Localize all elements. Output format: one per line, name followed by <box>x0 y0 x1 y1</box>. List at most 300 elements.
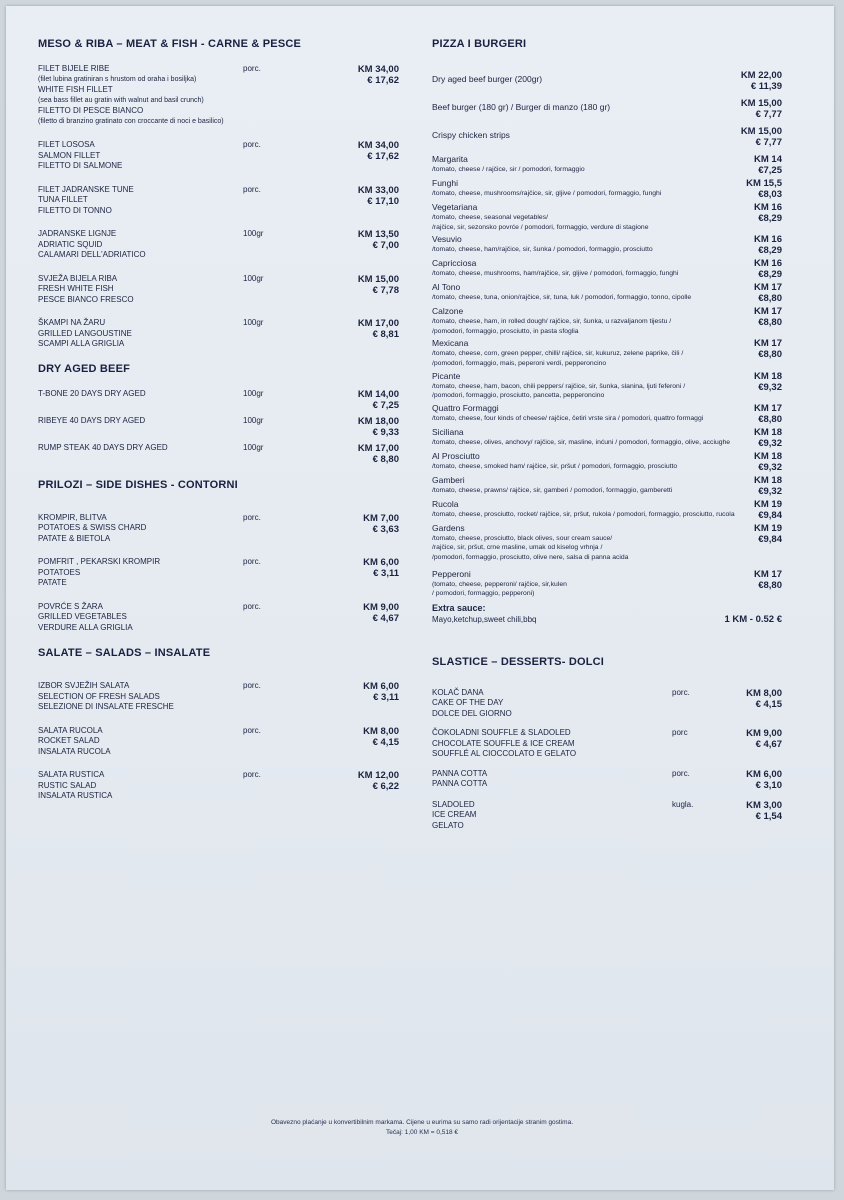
item-names <box>432 178 712 199</box>
burger-list <box>432 70 782 148</box>
pizza-item <box>432 338 782 368</box>
item-prices <box>712 98 782 120</box>
price-eur: €8,80 <box>758 317 782 329</box>
item-names <box>432 451 712 472</box>
item-unit: porc. <box>243 725 261 735</box>
item-prices <box>315 185 399 207</box>
pizza-ingredients: /tomato, cheese, tuna, onion/rajčice, sir, tuna, luk / pomodori, formaggio, tonno, cipolle <box>432 294 692 302</box>
item-unit: 100gr <box>243 273 264 283</box>
price-km: KM 9,00 <box>746 728 782 740</box>
pizza-item <box>432 154 782 176</box>
item-name-translation: CAKE OF THE DAY <box>432 698 504 708</box>
item-name: RIBEYE 40 DAYS DRY AGED <box>38 415 146 425</box>
menu-item <box>38 557 403 589</box>
pizza-ingredients: /pomodori, formaggio, mais, peperoni verdi, pepperoncino <box>432 359 607 367</box>
item-unit: 100gr <box>243 229 264 238</box>
price-eur: € 17,62 <box>367 75 399 86</box>
item-prices <box>712 451 782 473</box>
menu-item <box>432 800 782 832</box>
price-eur: € 9,33 <box>372 426 399 438</box>
item-names <box>432 728 672 760</box>
item-prices <box>315 557 399 579</box>
price-km: KM 17 <box>754 402 782 414</box>
item-names <box>432 282 712 303</box>
pizza-list <box>432 154 782 599</box>
item-names <box>38 681 243 713</box>
section-salads <box>38 647 403 802</box>
item-unit: porc. <box>672 687 690 697</box>
pizza-ingredients: /tomato, cheese, mushrooms/rajčice, sir, gljive / pomodori, formaggio, funghi <box>432 190 662 197</box>
price-km: KM 7,00 <box>363 512 399 524</box>
footer-line-payment: Obavezno plaćanje u konvertibilnim markama. Cijene u eurima su samo radi orijentacije stranim gostima. <box>270 1119 574 1126</box>
item-names <box>432 306 712 336</box>
price-eur: €9,32 <box>758 461 782 473</box>
section-dry-aged-beef <box>38 363 403 465</box>
item-prices <box>315 140 399 162</box>
price-eur: €9,84 <box>758 533 782 545</box>
pizza-ingredients: /pomodori, formaggio, prosciutto, in pasta sfoglia <box>432 327 579 335</box>
item-unit: 100gr <box>243 318 264 327</box>
price-km: KM 16 <box>754 258 782 270</box>
pizza-name: Margarita <box>432 154 468 164</box>
item-name: KROMPIR, BLITVA <box>38 512 107 522</box>
price-eur: €8,29 <box>758 213 782 224</box>
item-names <box>432 98 712 113</box>
footer-line-rate: Tečaj: 1,00 KM = 0,518 € <box>385 1129 459 1136</box>
menu-item <box>38 64 403 127</box>
item-prices <box>712 234 782 256</box>
item-unit: porc. <box>243 512 261 522</box>
item-name: Dry aged beef burger (200gr) <box>432 74 543 84</box>
price-eur: € 4,15 <box>755 698 782 710</box>
footer-note <box>0 1118 844 1138</box>
price-eur: € 4,67 <box>372 612 399 624</box>
section-title: SALATE – SALADS – INSALATE <box>38 647 211 659</box>
section-side-dishes <box>38 479 403 634</box>
pizza-ingredients: /tomato, cheese, corn, green pepper, chilli/ rajčice, sir, kukuruz, zelene paprike, čili / <box>432 350 684 358</box>
pizza-name: Vesuvio <box>432 234 462 245</box>
price-eur: € 7,77 <box>755 137 782 148</box>
item-name: SALATA RUCOLA <box>38 725 103 735</box>
price-km: KM 19 <box>754 498 782 510</box>
price-eur: € 7,00 <box>372 240 399 251</box>
pizza-item <box>432 499 782 521</box>
item-name: Crispy chicken strips <box>432 130 510 140</box>
price-km: KM 17 <box>754 282 782 294</box>
pizza-name: Mexicana <box>432 338 469 349</box>
menu-item <box>38 416 403 438</box>
item-prices <box>315 681 399 703</box>
item-prices <box>315 602 399 624</box>
pizza-name: Capricciosa <box>432 258 477 269</box>
price-km: KM 18,00 <box>357 415 399 427</box>
price-km: KM 18 <box>754 370 782 382</box>
pizza-item <box>432 403 782 425</box>
item-names <box>432 70 712 85</box>
item-name: JADRANSKE LIGNJE <box>38 229 117 238</box>
item-name-translation: INSALATA RUCOLA <box>38 746 111 756</box>
item-unit: porc. <box>243 557 261 566</box>
price-km: KM 12,00 <box>357 770 399 781</box>
item-names <box>38 64 243 127</box>
price-eur: €7,25 <box>758 165 782 176</box>
item-unit: porc <box>672 728 688 738</box>
price-km: KM 17 <box>754 306 782 318</box>
item-name-translation: SOUFFLÉ AL CIOCCOLATO E GELATO <box>432 749 577 759</box>
pizza-name: Al Tono <box>432 282 461 293</box>
item-name: Beef burger (180 gr) / Burger di manzo (180 gr) <box>432 102 611 112</box>
item-name: SVJEŽA BIJELA RIBA <box>38 273 118 283</box>
price-eur: €8,80 <box>758 413 782 425</box>
pizza-name: Vegetariana <box>432 202 478 212</box>
item-names <box>432 371 712 401</box>
price-km: KM 17,00 <box>357 442 399 454</box>
item-prices <box>315 513 399 535</box>
item-prices <box>315 64 399 86</box>
price-km: KM 16 <box>754 202 782 213</box>
item-prices <box>712 371 782 393</box>
price-eur: € 7,77 <box>755 109 782 120</box>
item-name-translation: WHITE FISH FILLET <box>38 85 113 94</box>
price-km: KM 15,00 <box>740 98 782 109</box>
price-eur: €8,80 <box>758 349 782 361</box>
price-km: KM 17 <box>754 338 782 350</box>
item-names <box>38 602 243 634</box>
price-eur: € 3,63 <box>372 523 399 535</box>
item-name-translation: GELATO <box>432 820 464 830</box>
item-prices <box>315 726 399 748</box>
menu-item <box>38 726 403 758</box>
item-unit: 100gr <box>243 415 264 425</box>
item-names <box>38 513 243 545</box>
pizza-ingredients: /tomato, cheese, olives, anchovy/ rajčice, sir, masline, inćuni / pomodori, formaggio, olive, acciughe <box>432 438 731 446</box>
item-names <box>432 258 712 279</box>
item-name-translation: TUNA FILLET <box>38 195 88 204</box>
item-names <box>432 426 731 448</box>
right-column <box>432 38 782 841</box>
item-name-translation: CALAMARI DELL'ADRIATICO <box>38 250 146 259</box>
item-prices <box>315 318 399 340</box>
item-name-translation: (filet lubina gratiniran s hrustom od oraha i bosiljka) <box>38 75 197 83</box>
pizza-ingredients: / pomodori, formaggio, pepperoni) <box>432 590 535 598</box>
item-name-translation: SALMON FILLET <box>38 150 101 160</box>
menu-item <box>432 688 782 720</box>
burger-item <box>432 70 782 92</box>
item-names <box>432 154 712 175</box>
item-name-translation: GRILLED VEGETABLES <box>38 612 127 621</box>
menu-item <box>38 389 403 411</box>
item-names <box>38 416 243 427</box>
price-eur: € 4,67 <box>755 739 782 751</box>
pizza-item <box>432 569 782 599</box>
price-eur: €8,80 <box>758 293 782 305</box>
item-name-translation: FILETTO DI TONNO <box>38 205 112 215</box>
menu-item <box>38 602 403 634</box>
pizza-item <box>432 427 782 449</box>
section-title: PIZZA I BURGERI <box>432 38 527 50</box>
price-km: KM 19 <box>754 522 782 534</box>
price-km: KM 3,00 <box>746 799 782 811</box>
pizza-ingredients: /tomato, cheese, prawns/ rajčice, sir, gamberi / pomodori, formaggio, gamberetti <box>432 486 673 494</box>
item-prices <box>315 229 399 251</box>
pizza-name: Gardens <box>432 522 465 533</box>
pizza-item <box>432 202 782 232</box>
item-name: SLADOLED <box>432 799 475 809</box>
item-name-translation: PANNA COTTA <box>432 779 488 789</box>
item-name-translation: DOLCE DEL GIORNO <box>432 708 512 718</box>
item-unit: kugla. <box>672 799 694 809</box>
item-names <box>432 498 735 520</box>
price-km: KM 33,00 <box>357 184 399 196</box>
price-km: KM 16 <box>754 234 782 246</box>
item-prices <box>712 475 782 497</box>
pizza-item <box>432 451 782 473</box>
item-names <box>432 569 712 599</box>
item-name-translation: PATATE <box>38 578 67 587</box>
item-name-translation: FILETTO DI PESCE BIANCO <box>38 106 144 115</box>
item-name-translation: SELEZIONE DI INSALATE FRESCHE <box>38 702 174 711</box>
price-eur: €9,84 <box>758 509 782 521</box>
item-prices <box>712 282 782 304</box>
item-names <box>38 185 243 217</box>
menu-item <box>38 318 403 350</box>
price-km: KM 17,00 <box>357 318 399 329</box>
pizza-item <box>432 282 782 304</box>
item-names <box>432 126 712 141</box>
pizza-ingredients: /tomato, cheese, ham, in rolled dough/ rajčice, sir, šunka, u razvaljanom tijestu / <box>432 318 672 326</box>
item-name: ČOKOLADNI SOUFFLE & SLADOLED <box>432 728 571 738</box>
pizza-ingredients: /pomodori, formaggio, prosciutto, pancetta, pepperoncino <box>432 392 605 400</box>
section-desserts <box>432 656 782 832</box>
item-names <box>38 389 243 400</box>
item-prices <box>712 306 782 328</box>
item-prices <box>315 389 399 411</box>
item-name-translation: FILETTO DI SALMONE <box>38 161 123 170</box>
section-title: SLASTICE – DESSERTS- DOLCI <box>432 655 605 668</box>
pizza-name: Quattro Formaggi <box>432 402 499 413</box>
item-name: RUMP STEAK 40 DAYS DRY AGED <box>38 442 168 452</box>
pizza-ingredients: /tomato, cheese, prosciutto, rocket/ rajčice, sir, pršut, rukola / pomodori, formaggio, prosciutto, rucola <box>432 510 735 518</box>
pizza-ingredients: (tomato, cheese, pepperoni/ rajčice, sir,kulen <box>432 580 567 588</box>
item-name-translation: ROCKET SALAD <box>38 736 100 745</box>
menu-item <box>38 185 403 217</box>
price-km: KM 22,00 <box>740 70 782 81</box>
item-name: POMFRIT , PEKARSKI KROMPIR <box>38 557 161 566</box>
price-eur: €8,29 <box>758 269 782 281</box>
price-km: KM 15,5 <box>746 178 782 189</box>
pizza-item <box>432 234 782 256</box>
item-name-translation: POTATOES & SWISS CHARD <box>38 523 147 532</box>
pizza-name: Al Prosciutto <box>432 450 480 461</box>
price-eur: € 7,78 <box>372 284 399 296</box>
price-km: KM 15,00 <box>740 126 782 137</box>
pizza-ingredients: /tomato, cheese, prosciutto, black olives, sour cream sauce/ <box>432 534 613 542</box>
item-names <box>432 769 672 790</box>
item-name: POVRĆE S ŽARA <box>38 601 103 611</box>
item-name: ŠKAMPI NA ŽARU <box>38 318 106 327</box>
price-km: KM 34,00 <box>357 140 399 151</box>
item-prices <box>727 728 782 750</box>
item-prices <box>712 154 782 176</box>
item-unit: porc. <box>243 140 261 149</box>
item-names <box>38 274 243 306</box>
item-unit: 100gr <box>243 442 264 452</box>
pizza-ingredients: /tomato, cheese / rajčice, sir / pomodori, formaggio <box>432 166 585 173</box>
section-title: MESO & RIBA – MEAT & FISH - CARNE & PESCE <box>38 38 302 50</box>
item-name-translation: INSALATA RUSTICA <box>38 791 113 800</box>
pizza-name: Pepperoni <box>432 568 471 579</box>
pizza-ingredients: /pomodori, formaggio, prosciutto, olive nere, salsa di panna acida <box>432 553 629 561</box>
menu-item <box>38 770 403 802</box>
item-names <box>38 318 243 350</box>
pizza-name: Picante <box>432 370 461 381</box>
item-unit: porc. <box>243 184 261 194</box>
item-name: SALATA RUSTICA <box>38 770 105 779</box>
item-names <box>38 726 243 758</box>
item-prices <box>315 443 399 465</box>
menu-item <box>38 140 403 172</box>
price-eur: € 3,11 <box>373 692 399 703</box>
price-km: KM 18 <box>754 474 782 486</box>
item-name-translation: FRESH WHITE FISH <box>38 284 114 293</box>
item-names <box>432 800 672 832</box>
item-name-translation: CHOCOLATE SOUFFLE & ICE CREAM <box>432 738 575 748</box>
item-unit: porc. <box>243 770 261 779</box>
left-column <box>38 38 403 815</box>
section-meat-fish <box>38 38 403 350</box>
item-names <box>432 475 712 496</box>
item-unit: 100gr <box>243 388 264 398</box>
pizza-item <box>432 178 782 200</box>
price-km: KM 6,00 <box>363 681 399 692</box>
menu-item <box>38 274 403 306</box>
item-prices <box>712 523 782 545</box>
item-names <box>38 557 243 589</box>
item-names <box>38 229 243 261</box>
price-eur: € 1,54 <box>755 810 782 822</box>
extra-sauce-title: Extra sauce: <box>432 602 486 613</box>
pizza-ingredients: /rajčice, sir, pršut, crne masline, umak od kiselog vrhnja / <box>432 544 603 552</box>
item-prices <box>315 770 399 792</box>
pizza-item <box>432 475 782 497</box>
extra-sauce-price: 1 KM - 0.52 € <box>724 613 782 625</box>
price-eur: € 17,10 <box>367 195 399 207</box>
item-name: IZBOR SVJEŽIH SALATA <box>38 681 130 690</box>
price-eur: €8,29 <box>758 245 782 257</box>
item-name-translation: SELECTION OF FRESH SALADS <box>38 691 160 701</box>
menu-item <box>38 443 403 465</box>
price-eur: € 3,10 <box>755 779 782 791</box>
item-unit: porc. <box>243 601 261 611</box>
price-eur: € 8,81 <box>372 329 399 340</box>
item-prices <box>727 769 782 791</box>
item-name-translation: POTATOES <box>38 567 81 577</box>
price-km: KM 17 <box>754 568 782 580</box>
item-names <box>38 770 243 802</box>
item-prices <box>712 569 782 591</box>
item-name-translation: PATATE & BIETOLA <box>38 533 111 543</box>
item-prices <box>727 688 782 710</box>
pizza-item <box>432 258 782 280</box>
price-km: KM 14,00 <box>357 388 399 400</box>
price-km: KM 8,00 <box>363 725 399 737</box>
item-names <box>432 688 672 720</box>
extra-sauce-row <box>432 614 782 626</box>
item-name-translation: VERDURE ALLA GRIGLIA <box>38 622 133 632</box>
price-km: KM 6,00 <box>746 768 782 780</box>
item-prices <box>712 499 782 521</box>
item-prices <box>712 258 782 280</box>
price-eur: € 8,80 <box>372 453 399 465</box>
price-km: KM 34,00 <box>357 64 399 75</box>
menu-item <box>38 229 403 261</box>
item-unit: porc. <box>672 768 690 778</box>
pizza-item <box>432 306 782 336</box>
pizza-item <box>432 371 782 401</box>
item-name-translation: ADRIATIC SQUID <box>38 239 103 249</box>
menu-item <box>38 681 403 713</box>
item-names <box>432 523 712 563</box>
item-names <box>432 234 712 255</box>
pizza-ingredients: /rajčice, sir, sezonsko povrće / pomodori, formaggio, verdure di stagione <box>432 223 649 231</box>
price-eur: € 17,62 <box>367 151 399 162</box>
price-km: KM 18 <box>754 426 782 438</box>
pizza-name: Siciliana <box>432 426 464 437</box>
item-names <box>432 202 712 232</box>
price-km: KM 6,00 <box>363 557 399 568</box>
item-name-translation: ICE CREAM <box>432 810 477 820</box>
pizza-ingredients: /tomato, cheese, seasonal vegetables/ <box>432 214 548 221</box>
section-title: DRY AGED BEEF <box>38 362 131 375</box>
item-names <box>38 140 243 172</box>
price-km: KM 13,50 <box>357 229 399 240</box>
item-prices <box>712 126 782 148</box>
item-names <box>432 403 712 424</box>
item-prices <box>712 178 782 200</box>
price-km: KM 9,00 <box>363 601 399 613</box>
price-eur: € 3,11 <box>373 568 399 579</box>
price-eur: €8,03 <box>758 189 782 200</box>
item-name: FILET LOSOSA <box>38 140 95 149</box>
price-km: KM 18 <box>754 450 782 462</box>
item-name: FILET JADRANSKE TUNE <box>38 184 134 194</box>
price-eur: €9,32 <box>758 437 782 449</box>
item-name-translation: (sea bass fillet au gratin with walnut and basil crunch) <box>38 96 204 104</box>
pizza-name: Rucola <box>432 498 459 509</box>
menu-item <box>38 513 403 545</box>
item-prices <box>712 403 782 425</box>
price-eur: € 7,25 <box>372 399 399 411</box>
item-name-translation: PESCE BIANCO FRESCO <box>38 294 134 304</box>
burger-item <box>432 126 782 148</box>
item-name-translation: GRILLED LANGOUSTINE <box>38 328 132 338</box>
item-name-translation: SCAMPI ALLA GRIGLIA <box>38 339 125 348</box>
item-name-translation: (filetto di branzino gratinato con croccante di noci e basilico) <box>38 117 224 125</box>
item-unit: porc. <box>243 64 261 73</box>
pizza-ingredients: /tomato, cheese, mushrooms, ham/rajčice, sir, gljive / pomodori, formaggio, funghi <box>432 270 679 278</box>
pizza-ingredients: /tomato, cheese, ham/rajčice, sir, šunka / pomodori, formaggio, prosciutto <box>432 246 653 254</box>
pizza-name: Funghi <box>432 178 458 188</box>
item-prices <box>727 800 782 822</box>
item-prices <box>712 427 782 449</box>
section-title: PRILOZI – SIDE DISHES - CONTORNI <box>38 478 238 491</box>
extra-sauce-list: Mayo,ketchup,sweet chili,bbq <box>432 614 537 624</box>
item-prices <box>712 70 782 92</box>
item-name: FILET BIJELE RIBE <box>38 64 110 73</box>
pizza-ingredients: /tomato, cheese, smoked ham/ rajčice, sir, pršut / pomodori, formaggio, prosciutto <box>432 462 678 470</box>
item-prices <box>315 274 399 296</box>
price-km: KM 14 <box>754 154 782 165</box>
